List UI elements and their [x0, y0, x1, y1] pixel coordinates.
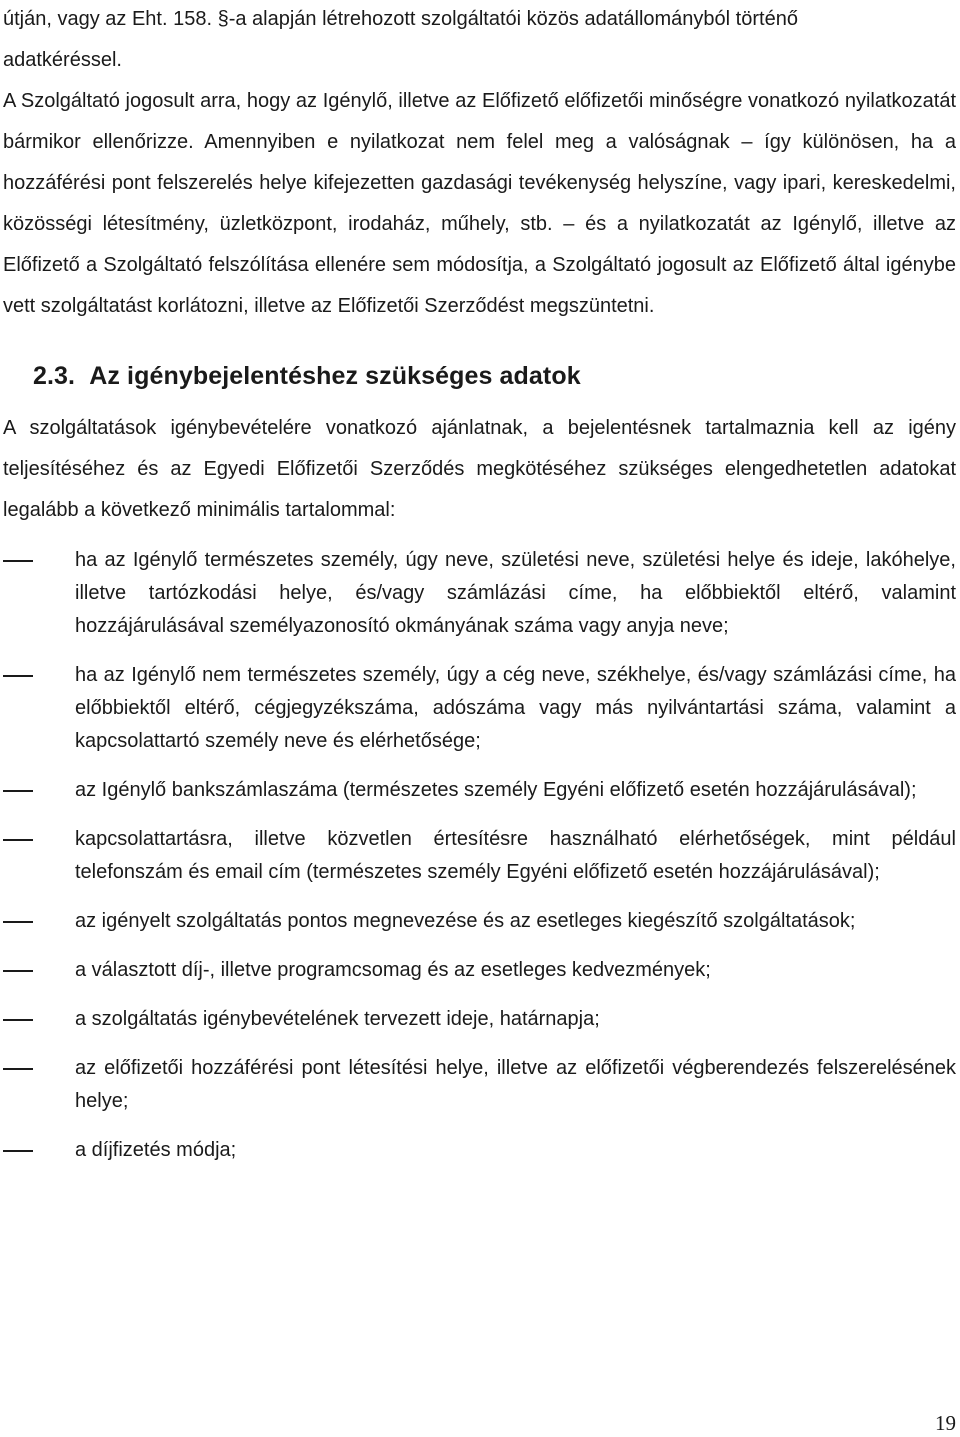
list-item: a szolgáltatás igénybevételének tervezett ideje, határnapja; — [3, 1003, 956, 1036]
section-number: 2.3. — [33, 362, 76, 390]
list-item: az Igénylő bankszámlaszáma (természetes személy Egyéni előfizető esetén hozzájárulásával); — [3, 774, 956, 807]
dash-bullet-icon — [3, 1019, 33, 1021]
dash-bullet-icon — [3, 970, 33, 972]
dash-bullet-icon — [3, 921, 33, 923]
document-page — [3, 0, 956, 1167]
list-item: ha az Igénylő természetes személy, úgy neve, születési neve, születési helye és ideje, lakóhelye, illetve tartózkodási helye, és/vagy számlázási címe, ha előbbiektől eltérő, valamint hozzájárulásával személyazonosító okmányának száma vagy anyja neve; — [3, 544, 956, 643]
paragraph-main: A Szolgáltató jogosult arra, hogy az Igénylő, illetve az Előfizető előfizetői minőségre vonatkozó nyilatkozatát bármikor ellenőrizze. Amennyiben e nyilatkozat nem felel meg a valóságnak – így különösen, ha a hozzáférési pont felszerelés helye kifejezetten gazdasági tevékenység helyszíne, vagy ipari, kereskedelmi, közösségi létesítmény, üzletközpont, irodaház, műhely, stb. – és a nyilatkozatát az Igénylő, illetve az Előfizető a Szolgáltató felszólítása ellenére sem módosítja, a Szolgáltató jogosult az Előfizető által igénybe vett szolgáltatást korlátozni, illetve az Előfizetői Szerződést megszüntetni. — [3, 90, 956, 317]
dash-bullet-icon — [3, 1150, 33, 1152]
dash-bullet-icon — [3, 1068, 33, 1070]
requirements-list — [3, 544, 956, 1167]
list-item: az igényelt szolgáltatás pontos megnevezése és az esetleges kiegészítő szolgáltatások; — [3, 905, 956, 938]
dash-bullet-icon — [3, 839, 33, 841]
dash-bullet-icon — [3, 790, 33, 792]
section-title: Az igénybejelentéshez szükséges adatok — [89, 362, 581, 390]
dash-bullet-icon — [3, 675, 33, 677]
page-number: 19 — [935, 1411, 956, 1435]
list-item: ha az Igénylő nem természetes személy, úgy a cég neve, székhelye, és/vagy számlázási címe, ha előbbiektől eltérő, cégjegyzékszáma, adószáma vagy más nyilvántartási száma, valamint a kapcsolattartó személy neve és elérhetősége; — [3, 659, 956, 758]
list-item: a választott díj-, illetve programcsomag és az esetleges kedvezmények; — [3, 954, 956, 987]
list-item: az előfizetői hozzáférési pont létesítési helye, illetve az előfizetői végberendezés felszerelésének helye; — [3, 1052, 956, 1118]
paragraph-line: útján, vagy az Eht. 158. §-a alapján létrehozott szolgáltatói közös adatállományból történő — [3, 8, 798, 30]
paragraph-intro: A szolgáltatások igénybevételére vonatkozó ajánlatnak, a bejelentésnek tartalmaznia kell az igény teljesítéséhez és az Egyedi Előfizetői Szerződés megkötéséhez szükséges elengedhetetlen adatokat legalább a következő minimális tartalommal: — [3, 417, 956, 521]
section-heading — [33, 361, 956, 391]
dash-bullet-icon — [3, 560, 33, 562]
list-item: kapcsolattartásra, illetve közvetlen értesítésre használható elérhetőségek, mint például telefonszám és email cím (természetes személy Egyéni előfizető esetén hozzájárulásával); — [3, 823, 956, 889]
list-item: a díjfizetés módja; — [3, 1134, 956, 1167]
paragraph-line: adatkéréssel. — [3, 49, 122, 71]
paragraph-continuation — [3, 0, 956, 81]
